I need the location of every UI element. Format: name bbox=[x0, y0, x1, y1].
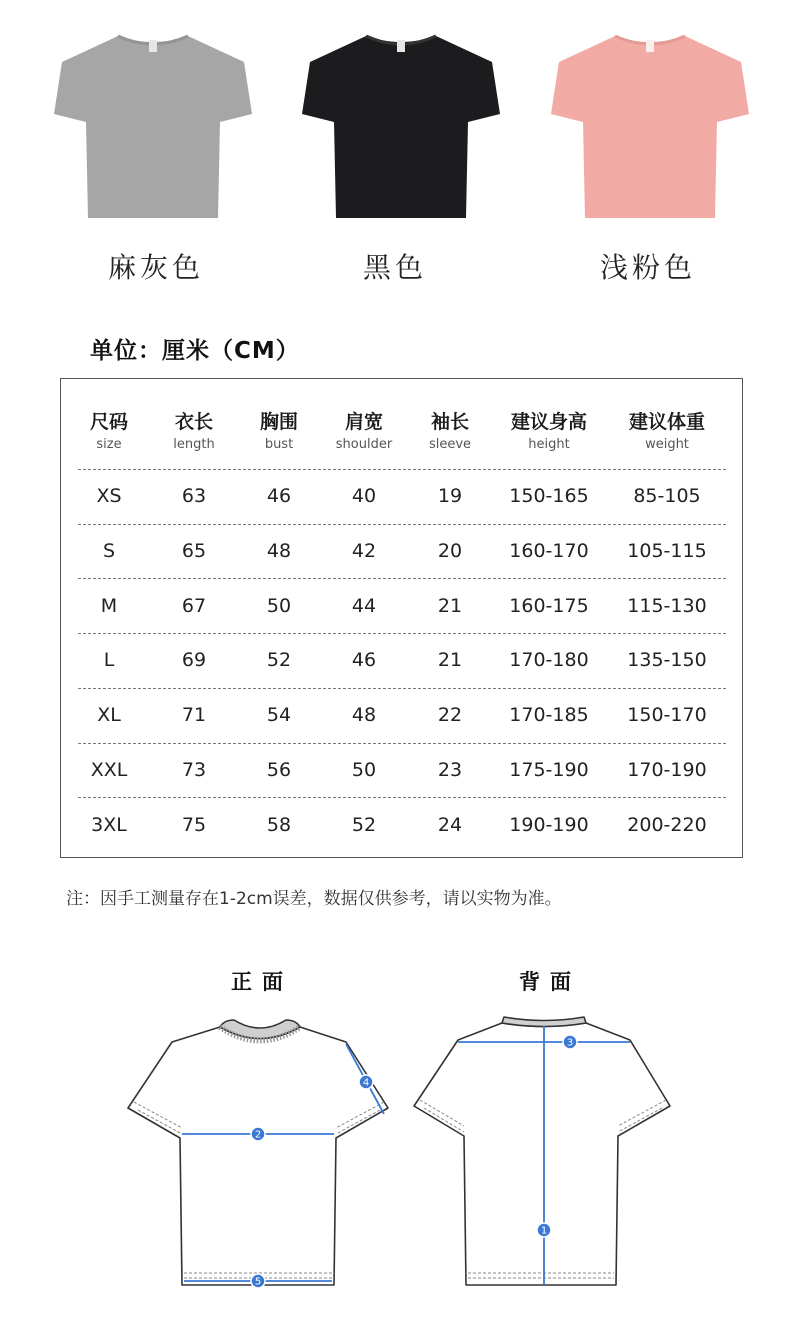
svg-text:4: 4 bbox=[362, 1077, 370, 1089]
table-cell: 150-170 bbox=[627, 704, 707, 727]
table-cell: 160-175 bbox=[509, 594, 589, 617]
table-cell: 23 bbox=[437, 758, 463, 781]
table-cell: 24 bbox=[437, 813, 463, 836]
table-cell: S bbox=[102, 540, 116, 563]
table-cell: 46 bbox=[266, 485, 292, 508]
table-cell: 85-105 bbox=[633, 485, 701, 508]
table-cell: 170-180 bbox=[509, 649, 589, 672]
table-cell: 46 bbox=[351, 649, 377, 672]
table-cell: L bbox=[103, 649, 115, 672]
svg-text:3: 3 bbox=[566, 1037, 574, 1049]
table-cell: 160-170 bbox=[509, 540, 589, 563]
table-cell: M bbox=[100, 594, 118, 617]
column-subheader-sleeve: sleeve bbox=[428, 437, 472, 452]
table-cell: 21 bbox=[437, 649, 463, 672]
table-cell: 48 bbox=[351, 704, 377, 727]
marker-5 bbox=[251, 1274, 265, 1288]
column-subheader-bust: bust bbox=[264, 437, 294, 452]
column-subheader-weight: weight bbox=[645, 437, 689, 452]
front-diagram bbox=[116, 1010, 406, 1300]
column-header-shoulder: 肩宽 bbox=[344, 411, 383, 433]
back-diagram bbox=[400, 1010, 690, 1300]
table-cell: 69 bbox=[181, 649, 207, 672]
column-header-weight: 建议体重 bbox=[628, 411, 705, 433]
back-view-title: 背面 bbox=[519, 970, 581, 994]
table-cell: 44 bbox=[351, 594, 377, 617]
table-row-divider bbox=[78, 797, 726, 798]
table-cell: 75 bbox=[181, 813, 207, 836]
column-subheader-size: size bbox=[96, 437, 122, 452]
table-row-divider bbox=[78, 633, 726, 634]
back-shirt-outline bbox=[414, 1023, 670, 1285]
black-tshirt-image bbox=[296, 18, 506, 228]
svg-text:2: 2 bbox=[254, 1129, 262, 1141]
column-header-height: 建议身高 bbox=[510, 411, 587, 433]
table-cell: XL bbox=[97, 704, 121, 727]
table-cell: 22 bbox=[437, 704, 463, 727]
table-cell: 19 bbox=[437, 485, 463, 508]
column-header-length: 衣长 bbox=[174, 411, 213, 433]
table-row-divider bbox=[78, 524, 726, 525]
table-row-divider bbox=[78, 743, 726, 744]
marker-3 bbox=[563, 1035, 577, 1049]
table-cell: 71 bbox=[181, 704, 207, 727]
swatch-label-black: 黑色 bbox=[362, 251, 427, 284]
table-cell: 73 bbox=[181, 758, 207, 781]
table-cell: 50 bbox=[351, 758, 377, 781]
table-cell: 42 bbox=[351, 540, 377, 563]
table-cell: 48 bbox=[266, 540, 292, 563]
column-header-size: 尺码 bbox=[89, 411, 128, 433]
pink-tshirt-image bbox=[545, 18, 755, 228]
svg-text:1: 1 bbox=[540, 1225, 548, 1237]
table-cell: 190-190 bbox=[509, 813, 589, 836]
table-cell: 40 bbox=[351, 485, 377, 508]
table-cell: 54 bbox=[266, 704, 292, 727]
back-collar bbox=[502, 1017, 586, 1027]
column-subheader-shoulder: shoulder bbox=[335, 437, 393, 452]
table-row-divider bbox=[78, 469, 726, 470]
table-cell: 105-115 bbox=[627, 540, 707, 563]
front-view-title: 正面 bbox=[231, 970, 293, 994]
svg-text:5: 5 bbox=[254, 1276, 262, 1288]
table-cell: 115-130 bbox=[627, 594, 707, 617]
table-cell: 50 bbox=[266, 594, 292, 617]
table-cell: 67 bbox=[181, 594, 207, 617]
table-cell: 56 bbox=[266, 758, 292, 781]
table-cell: 135-150 bbox=[627, 649, 707, 672]
unit-label: 单位：厘米（CM） bbox=[90, 338, 300, 364]
marker-1 bbox=[537, 1223, 551, 1237]
table-row-divider bbox=[78, 688, 726, 689]
marker-4 bbox=[359, 1075, 373, 1089]
grey-tshirt-image bbox=[48, 18, 258, 228]
marker-2 bbox=[251, 1127, 265, 1141]
table-cell: 200-220 bbox=[627, 813, 707, 836]
table-cell: XXL bbox=[90, 758, 128, 781]
table-cell: 63 bbox=[181, 485, 207, 508]
column-header-bust: 胸围 bbox=[259, 411, 298, 433]
front-shirt-outline bbox=[128, 1027, 388, 1285]
table-cell: 52 bbox=[266, 649, 292, 672]
table-cell: 170-185 bbox=[509, 704, 589, 727]
table-cell: 52 bbox=[351, 813, 377, 836]
table-cell: XS bbox=[96, 485, 122, 508]
tshirt-body bbox=[551, 36, 749, 218]
table-cell: 150-165 bbox=[509, 485, 589, 508]
tshirt-body bbox=[302, 36, 500, 218]
table-cell: 170-190 bbox=[627, 758, 707, 781]
table-cell: 58 bbox=[266, 813, 292, 836]
table-cell: 175-190 bbox=[509, 758, 589, 781]
table-cell: 65 bbox=[181, 540, 207, 563]
table-row-divider bbox=[78, 578, 726, 579]
column-subheader-length: length bbox=[173, 437, 215, 452]
tshirt-body bbox=[54, 36, 252, 218]
size-table bbox=[60, 378, 743, 858]
column-subheader-height: height bbox=[528, 437, 570, 452]
swatch-label-pink: 浅粉色 bbox=[599, 251, 696, 284]
column-header-sleeve: 袖长 bbox=[430, 411, 469, 433]
table-cell: 20 bbox=[437, 540, 463, 563]
table-cell: 3XL bbox=[91, 813, 127, 836]
table-cell: 21 bbox=[437, 594, 463, 617]
measurement-note: 注：因手工测量存在1-2cm误差，数据仅供参考，请以实物为准。 bbox=[66, 889, 562, 909]
swatch-label-grey: 麻灰色 bbox=[107, 251, 204, 284]
